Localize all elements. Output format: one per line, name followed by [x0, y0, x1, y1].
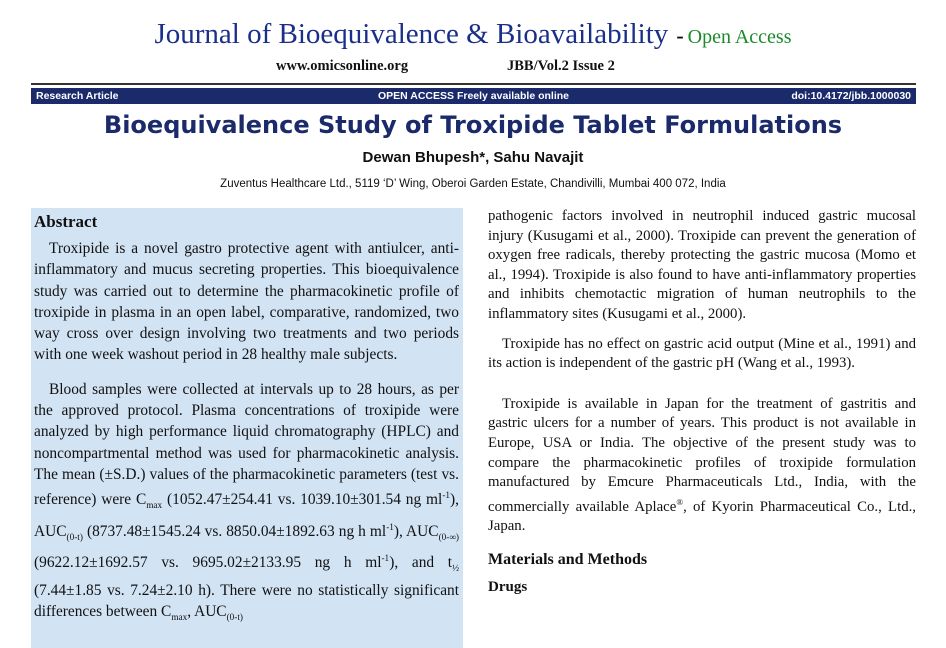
- article-doi: doi:10.4172/jbb.1000030: [791, 90, 911, 102]
- abstract-paragraph-1: Troxipide is a novel gastro protective agent with antiulcer, anti-inflammatory and mucus secreting properties. This bioequivalence study was carried out to determine the pharmacokinetic profile of troxipide in plasma in an open label, comparative, randomized, two way cross over design involving two treatments and two periods with one week washout period in 28 healthy male subjects.: [34, 240, 459, 364]
- body-paragraph-1: pathogenic factors involved in neutrophil induced gastric mucosal injury (Kusugami et al., 2000). Troxipide can prevent the generation of oxygen free radicals, thereby protecting the gastric mucosa (Momo et al., 1994). Troxipide is also found to have anti-inflammatory properties and inhibits chemotactic migration of human neutrophils to the inflammatory sites (Kusugami et al., 2000).: [488, 208, 916, 322]
- abstract-heading: Abstract: [34, 212, 98, 231]
- journal-subheader: [0, 58, 946, 78]
- article-authors: Dewan Bhupesh*, Sahu Navajit: [362, 149, 584, 166]
- abstract-box: [31, 208, 463, 648]
- masthead-dash: -: [676, 23, 684, 48]
- journal-volume: JBB/Vol.2 Issue 2: [507, 58, 615, 74]
- open-access-label: Open Access: [687, 26, 792, 48]
- journal-website: www.omicsonline.org: [276, 58, 409, 74]
- article-title: Bioequivalence Study of Troxipide Tablet Formulations: [103, 111, 843, 139]
- body-paragraph-3: Troxipide is available in Japan for the treatment of gastritis and gastric ulcers for a number of years. This product is not available in Europe, USA or India. The objective of the present study was to compare the pharmacokinetic profiles of troxipide formulation manufactured by Emcure Pharmaceuticals Ltd., India, with the commercially available Aplace®, of Kyorin Pharmaceutical Co., Ltd., Japan.: [488, 395, 916, 535]
- access-label: OPEN ACCESS Freely available online: [377, 90, 569, 102]
- abstract-paragraph-2: Blood samples were collected at intervals up to 28 hours, as per the approved protocol. Plasma concentrations of troxipide were analyzed by high performance liquid chromatography (HPLC) and noncompartmental method was used for pharmacokinetic analysis. The mean (±S.D.) values of the pharmacokinetic parameters (test vs. reference) were $C_{max}$ (1052.47±254.41 vs. 1039.10±301.54 ng $ml^{-1}$), $AUC_{(0-t)}$ (8737.48±1545.24 vs. 8850.04±1892.63 ng h $ml^{-1}$), $AUC_{(0-\infty)}$ (9622.12±1692.57 vs. 9695.02±2133.95 ng h $ml^{-1}$), and $t_{\frac{1}{2}}$ (7.44±1.85 vs. 7.24±2.10 h). There were no statistically significant differences between $C_{max}$, $AUC_{(0-t)}$: [34, 380, 460, 623]
- body-paragraph-2: Troxipide has no effect on gastric acid output (Mine et al., 1991) and its action is independent of the gastric pH (Wang et al., 1993).: [488, 335, 916, 372]
- right-column: [488, 207, 916, 596]
- header-divider: [31, 83, 916, 85]
- section-heading-materials-methods: Materials and Methods: [488, 550, 648, 568]
- article-type: Research Article: [36, 90, 119, 102]
- journal-masthead: [0, 18, 946, 51]
- article-affiliation: Zuventus Healthcare Ltd., 5119 ‘D’ Wing, Oberoi Garden Estate, Chandivilli, Mumbai 400 072, India: [220, 178, 726, 190]
- journal-name: Journal of Bioequivalence & Bioavailability: [154, 18, 669, 50]
- article-info-bar: [31, 88, 916, 104]
- subsection-heading-drugs: Drugs: [488, 578, 528, 595]
